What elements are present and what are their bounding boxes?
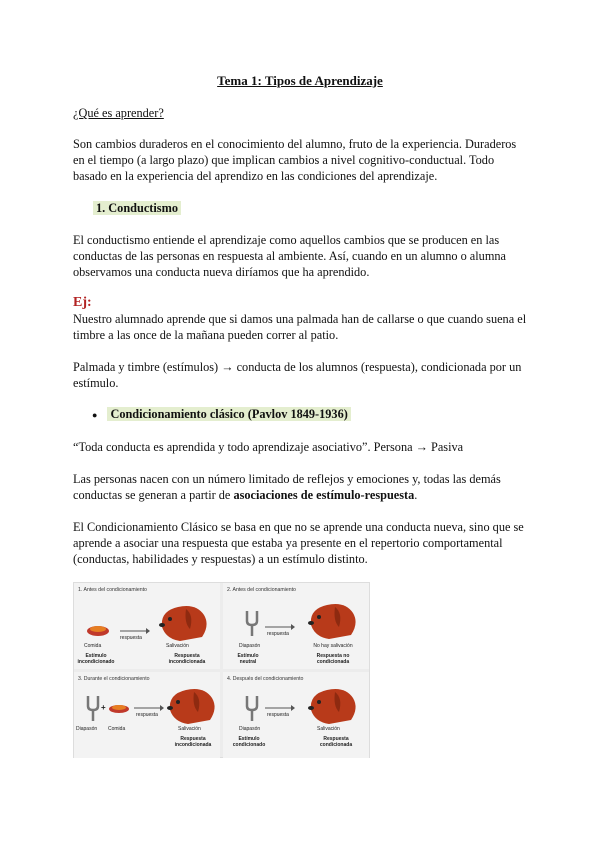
salivation-label: Salivación <box>317 726 340 732</box>
section-heading-conductismo <box>93 200 548 216</box>
dog-head-icon <box>305 595 361 641</box>
classical-conditioning-paragraph: El Condicionamiento Clásico se basa en que no se aprende una conducta nueva, sino que se aprende a asociar una respuesta que estaba ya presente en el repertorio comportamental (conductas, habilidades y respuestas) a un estímulo distinto. <box>73 520 524 566</box>
panel-title: 2. Antes del condicionamiento <box>227 587 296 593</box>
salivation-label: Salivación <box>166 643 189 649</box>
no-salivation-label: No hay salivación <box>313 643 353 649</box>
page-title: Tema 1: Tipos de Aprendizaje <box>217 73 383 88</box>
plus-icon: + <box>101 703 106 712</box>
arrow-icon <box>120 627 150 635</box>
dog-head-icon <box>156 597 212 643</box>
panel-title: 4. Después del condicionamiento <box>227 676 304 682</box>
section-heading-label: 1. Conductismo <box>93 201 181 215</box>
salivation-label: Salivación <box>178 726 201 732</box>
question-heading: ¿Qué es aprender? <box>73 106 164 120</box>
example-label-row <box>73 294 528 311</box>
arrow-label: respuesta <box>267 712 289 718</box>
dog-head-icon <box>305 680 361 726</box>
stimulus-label: Estímulo incondicionado <box>77 653 115 665</box>
panel-after <box>223 672 369 758</box>
food-label: Comida <box>108 726 126 732</box>
stimulus-paragraph: Palmada y timbre (estímulos) → conducta de los alumnos (respuesta), condicionada por un estímulo. <box>73 360 522 390</box>
fork-label: Diapasón <box>76 726 98 732</box>
panel-before-2 <box>223 583 369 669</box>
food-bowl-icon <box>108 704 130 714</box>
subsection-heading <box>92 407 351 422</box>
fork-label: Diapasón <box>239 643 261 649</box>
arrow-label: respuesta <box>267 631 289 637</box>
arrow-icon <box>265 704 295 712</box>
associations-text-pre: Las personas nacen con un número limitado de reflejos y emociones y, todas las demás conductas se generan a partir de <box>73 472 501 502</box>
subsection-label: Condicionamiento clásico (Pavlov 1849-1936) <box>107 407 350 421</box>
arrow-label: respuesta <box>136 712 158 718</box>
stimulus-label: Estímulo condicionado <box>232 736 266 748</box>
fork-label: Diapasón <box>239 726 261 732</box>
response-label: Respuesta no condicionada <box>316 653 350 665</box>
panel-title: 3. Durante el condicionamiento <box>78 676 150 682</box>
conductismo-paragraph: El conductismo entiende el aprendizaje como aquellos cambios que se producen en las conductas de las personas en respuesta al ambiente. Así, cuando en un alumno o alumna observamos una conducta nueva diríamos que ha aprendido. <box>73 233 506 279</box>
panel-before-1 <box>74 583 220 669</box>
bullet-icon: ● <box>92 410 98 420</box>
panel-title: 1. Antes del condicionamiento <box>78 587 147 593</box>
arrow-label: respuesta <box>120 635 142 641</box>
panel-during <box>74 672 220 758</box>
response-label: Respuesta incondicionada <box>168 653 206 665</box>
example-paragraph: Nuestro alumnado aprende que si damos una palmada han de callarse o que cuando suena el timbre a las once de la mañana pueden correr al patio. <box>73 312 527 342</box>
arrow-icon <box>265 623 295 631</box>
response-label: Respuesta condicionada <box>319 736 353 748</box>
associations-text-post: . <box>414 488 418 502</box>
food-bowl-icon <box>86 625 110 637</box>
stimulus-label: Estímulo neutral <box>237 653 259 665</box>
tuning-fork-icon <box>86 694 100 722</box>
response-label: Respuesta incondicionada <box>174 736 212 748</box>
arrow-icon <box>134 704 164 712</box>
definition-paragraph: Son cambios duraderos en el conocimiento del alumno, fruto de la experiencia. Duraderos en el tiempo (a largo plazo) que implican cambios a nivel cognitivo-conductual. Todo basado en la experiencia del aprendizo en las condiciones del aprendizaje. <box>73 137 517 183</box>
example-label: Ej: <box>73 295 92 310</box>
dog-head-icon <box>164 680 220 726</box>
associations-paragraph <box>73 471 528 503</box>
pavlov-diagram <box>73 582 370 758</box>
food-label: Comida <box>84 643 102 649</box>
tuning-fork-icon <box>245 609 259 637</box>
tuning-fork-icon <box>245 694 259 722</box>
associations-text-bold: asociaciones de estímulo-respuesta <box>233 488 415 502</box>
quote-paragraph: “Toda conducta es aprendida y todo aprendizaje asociativo”. Persona → Pasiva <box>73 440 464 454</box>
